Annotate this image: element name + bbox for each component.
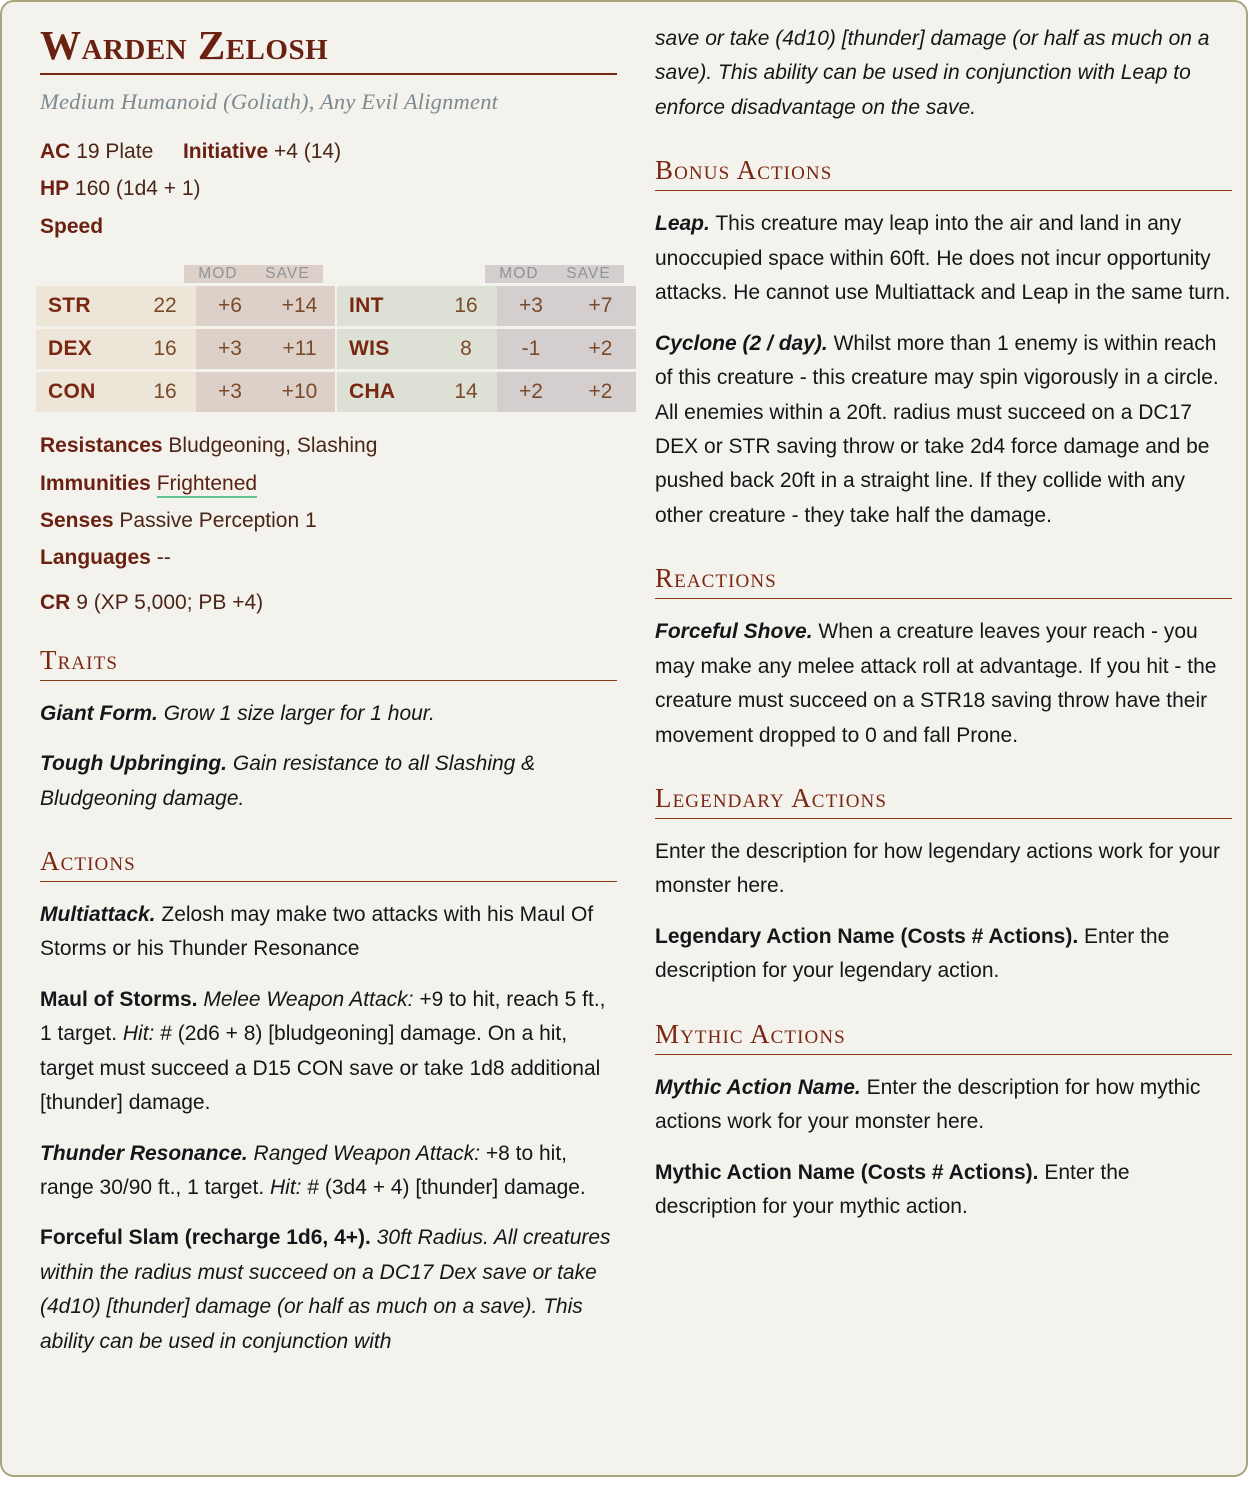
action-hit-text: # (3d4 + 4) [thunder] damage. bbox=[301, 1176, 586, 1200]
section-divider bbox=[40, 881, 617, 882]
bonus-action-leap bbox=[655, 207, 1232, 310]
ability-row bbox=[36, 286, 323, 326]
ability-save: +10 bbox=[281, 380, 318, 404]
ability-table-physical bbox=[36, 261, 323, 415]
bonus-action-name: Leap. bbox=[655, 212, 710, 236]
hp-value: 160 (1d4 + 1) bbox=[75, 177, 201, 201]
resistances-label: Resistances bbox=[40, 434, 163, 458]
ability-abbr: CHA bbox=[349, 380, 396, 404]
ac-label: AC bbox=[40, 140, 71, 164]
mythic-actions-intro bbox=[655, 1071, 1232, 1140]
slam-text-part2: to enforce disadvantage on the save. bbox=[655, 61, 1191, 119]
action-attack-type: Melee Weapon Attack: bbox=[203, 987, 414, 1011]
slam-continuation-text: save or take (4d10) [thunder] damage (or half as much on a save). This ability can be used in conjunction with bbox=[655, 27, 1210, 85]
action-hit-label: Hit: bbox=[270, 1176, 302, 1200]
trait-giant-form bbox=[40, 697, 617, 731]
ability-row bbox=[337, 329, 624, 369]
creature-meta: Medium Humanoid (Goliath), Any Evil Alignment bbox=[40, 89, 499, 115]
mythic-action-name: Mythic Action Name (Costs # Actions). bbox=[655, 1160, 1039, 1184]
action-forceful-slam-continued bbox=[655, 22, 1232, 125]
cr-label: CR bbox=[40, 590, 71, 614]
action-attack-type: Ranged Weapon Attack: bbox=[253, 1141, 481, 1165]
hp-line bbox=[40, 170, 617, 207]
hp-label: HP bbox=[40, 177, 70, 201]
ability-abbr: CON bbox=[48, 380, 96, 404]
trait-name: Giant Form. bbox=[40, 701, 158, 725]
reaction-name: Forceful Shove. bbox=[655, 620, 813, 644]
section-heading-bonus-actions: Bonus Actions bbox=[655, 155, 833, 186]
title-divider bbox=[40, 73, 617, 75]
section-heading-reactions: Reactions bbox=[655, 563, 777, 594]
ability-row bbox=[36, 329, 323, 369]
ability-abbr: STR bbox=[48, 294, 91, 318]
action-hit-text: # (2d6 + 8) [bludgeoning] damage. On a hit, target must succeed a D15 CON save or take 1d8 additional [thunder] damage. bbox=[40, 1022, 601, 1115]
header-mod: MOD bbox=[485, 265, 553, 283]
action-to-hit: +9 to hit, reach 5 ft., 1 target. bbox=[40, 987, 606, 1046]
ability-mod: +3 bbox=[218, 380, 242, 404]
legendary-actions-intro: Enter the description for how legendary actions work for your monster here. bbox=[655, 840, 1220, 898]
ac-value: 19 Plate bbox=[76, 140, 154, 164]
resistances-value: Bludgeoning, Slashing bbox=[168, 434, 378, 458]
action-thunder-resonance bbox=[40, 1137, 617, 1206]
ability-header-row bbox=[36, 261, 323, 283]
ability-mod: +3 bbox=[218, 337, 242, 361]
bonus-action-text: Whilst more than 1 enemy is within reach of this creature - this creature may spin vigorously in a circle. All enemies within a 20ft. radius must succeed on a DC17 DEX or STR saving throw or take 2d4 force damage and be pushed back 20ft in a straight line. If they collide with any other creature - they take half the damage. bbox=[655, 331, 1219, 527]
ability-header-row bbox=[337, 261, 624, 283]
section-divider bbox=[655, 598, 1232, 599]
action-hit-label: Hit: bbox=[122, 1022, 155, 1046]
ability-mod: +6 bbox=[218, 294, 242, 318]
resistances-line bbox=[40, 427, 617, 464]
defenses-block bbox=[40, 427, 617, 577]
cr-value: 9 (XP 5,000; PB +4) bbox=[76, 590, 264, 614]
top-stats bbox=[40, 133, 617, 245]
languages-line bbox=[40, 539, 617, 576]
action-name: Maul of Storms. bbox=[40, 987, 198, 1011]
section-divider bbox=[655, 190, 1232, 191]
trait-tough-upbringing bbox=[40, 747, 617, 816]
section-divider bbox=[655, 1054, 1232, 1055]
action-name: Forceful Slam (recharge 1d6, 4+). bbox=[40, 1226, 371, 1250]
ability-tables bbox=[36, 261, 617, 415]
ability-score: 14 bbox=[454, 380, 478, 404]
section-divider bbox=[40, 680, 617, 681]
challenge-rating-line bbox=[40, 591, 617, 615]
action-forceful-slam bbox=[40, 1221, 617, 1359]
action-name: Thunder Resonance. bbox=[40, 1141, 248, 1165]
ability-score: 22 bbox=[153, 294, 177, 318]
ability-save: +2 bbox=[588, 380, 613, 404]
ability-score: 8 bbox=[460, 337, 472, 361]
section-divider bbox=[655, 818, 1232, 819]
mythic-intro-name: Mythic Action Name. bbox=[655, 1075, 861, 1099]
ability-save: +11 bbox=[282, 337, 317, 361]
ability-mod: -1 bbox=[521, 337, 541, 361]
section-heading-actions: Actions bbox=[40, 845, 136, 876]
mythic-action-entry bbox=[655, 1156, 1232, 1225]
legendary-action-text: Enter the description for your legendary action. bbox=[655, 924, 1170, 983]
ability-abbr: DEX bbox=[48, 337, 93, 361]
creature-name: Warden Zelosh bbox=[40, 22, 329, 68]
bonus-action-text: This creature may leap into the air and land in any unoccupied space within 60ft. He does not incur opportunity attacks. He cannot use Multiattack and Leap in the same turn. bbox=[655, 212, 1231, 305]
initiative-value: +4 (14) bbox=[273, 140, 342, 164]
mythic-intro-text: Enter the description for how mythic actions work for your monster here. bbox=[655, 1075, 1201, 1134]
ability-save: +14 bbox=[281, 294, 318, 318]
ability-row bbox=[337, 286, 624, 326]
ability-save: +2 bbox=[588, 337, 613, 361]
speed-label: Speed bbox=[40, 214, 104, 238]
ability-abbr: WIS bbox=[349, 337, 390, 361]
header-save: SAVE bbox=[553, 265, 624, 283]
immunities-label: Immunities bbox=[40, 471, 151, 495]
ability-save: +7 bbox=[588, 294, 613, 318]
bonus-action-name: Cyclone (2 / day). bbox=[655, 331, 828, 355]
action-name: Multiattack. bbox=[40, 902, 156, 926]
action-text-part1: 30ft Radius. All creatures within the radius must succeed on a DC17 Dex save or take (4d10) [thunder] damage (or half as much on a save). This ability can be used in conjunction with bbox=[40, 1226, 611, 1353]
ability-score: 16 bbox=[454, 294, 478, 318]
header-save: SAVE bbox=[252, 265, 323, 283]
action-maul-of-storms bbox=[40, 983, 617, 1121]
speed-line bbox=[40, 208, 617, 245]
ability-abbr: INT bbox=[349, 294, 384, 318]
section-heading-mythic-actions: Mythic Actions bbox=[655, 1018, 846, 1049]
ability-table-mental bbox=[337, 261, 624, 415]
ability-score: 16 bbox=[153, 337, 177, 361]
ability-score: 16 bbox=[153, 380, 177, 404]
senses-line bbox=[40, 502, 617, 539]
mythic-action-text: Enter the description for your mythic action. bbox=[655, 1160, 1130, 1219]
left-column bbox=[28, 20, 617, 1465]
senses-label: Senses bbox=[40, 508, 114, 532]
condition-link-frightened[interactable]: Frightened bbox=[157, 472, 257, 498]
ability-row bbox=[36, 372, 323, 412]
action-text: Zelosh may make two attacks with his Maul Of Storms or his Thunder Resonance bbox=[40, 902, 594, 961]
action-to-hit: +8 to hit, range 30/90 ft., 1 target. bbox=[40, 1141, 568, 1200]
header-mod: MOD bbox=[184, 265, 252, 283]
trait-text: Gain resistance to all Slashing & Bludgeoning damage. bbox=[40, 752, 536, 810]
ability-mod: +3 bbox=[519, 294, 543, 318]
ability-mod: +2 bbox=[519, 380, 543, 404]
action-multiattack bbox=[40, 898, 617, 967]
languages-value: -- bbox=[156, 546, 171, 570]
bonus-action-cyclone bbox=[655, 327, 1232, 534]
ability-row bbox=[337, 372, 624, 412]
section-heading-legendary-actions: Legendary Actions bbox=[655, 783, 888, 813]
reaction-text: When a creature leaves your reach - you may make any melee attack roll at advantage. If you hit - the creature must succeed on a STR18 saving throw have their movement dropped to 0 and fall Prone. bbox=[655, 620, 1217, 747]
initiative-label: Initiative bbox=[182, 140, 269, 164]
section-heading-traits: Traits bbox=[40, 644, 118, 675]
stat-block-columns bbox=[28, 20, 1231, 1465]
right-column bbox=[643, 20, 1232, 1465]
ac-line bbox=[40, 133, 617, 170]
legendary-action-name: Legendary Action Name (Costs # Actions). bbox=[655, 924, 1079, 948]
languages-label: Languages bbox=[40, 546, 151, 570]
trait-text: Grow 1 size larger for 1 hour. bbox=[163, 701, 435, 725]
immunities-line bbox=[40, 465, 617, 502]
slam-emphasis-leap: Leap bbox=[1120, 61, 1168, 85]
trait-name: Tough Upbringing. bbox=[40, 752, 228, 776]
legendary-action-entry bbox=[655, 920, 1232, 989]
reaction-forceful-shove bbox=[655, 615, 1232, 753]
senses-value: Passive Perception 1 bbox=[119, 508, 317, 532]
